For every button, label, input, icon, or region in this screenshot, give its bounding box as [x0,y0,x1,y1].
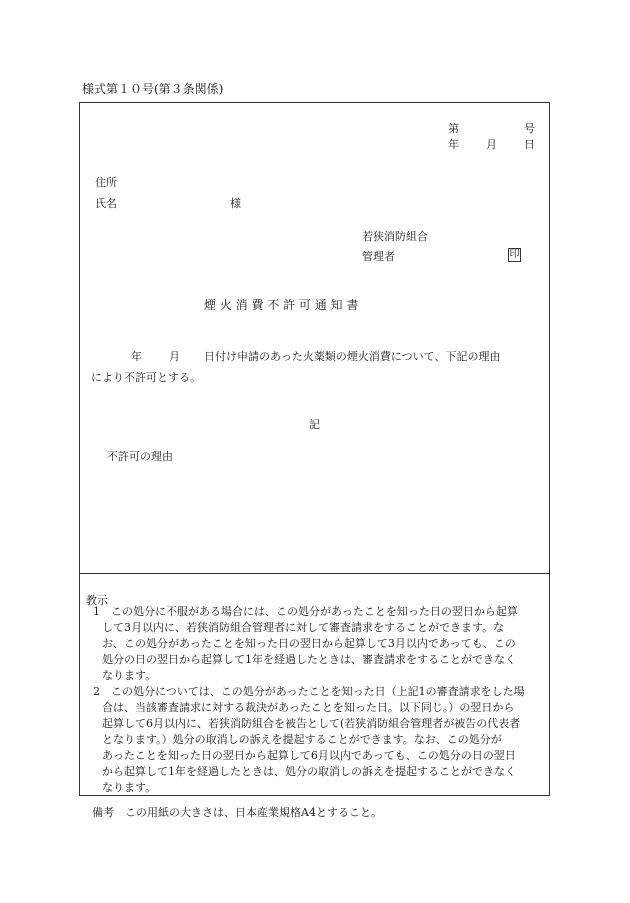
notice-line: となります。）処分の取消しの訴えを提起することができます。なお、この処分が [102,733,502,746]
notice-line: 2 この処分については、この処分があったことを知った日（上記1の審査請求をした場 [93,685,525,698]
issuer-organization: 若狭消防組合 [362,230,428,243]
name-label: 氏名 [95,197,117,210]
notice-line: 処分の日の翌日から起算して1年を経過したときは、審査請求をすることができなく [102,653,516,666]
main-form-box [79,102,550,574]
body-month: 月 [169,350,180,363]
body-year: 年 [131,350,142,363]
notice-line: なります。 [102,669,157,682]
issue-number-suffix: 号 [524,122,535,135]
seal-stamp-box: 印 [509,249,520,260]
notice-line: 合は、当該審査請求に対する裁決があったことを知った日。以下同じ。）の翌日から [102,701,515,714]
ki-marker: 記 [309,418,320,431]
issue-number-prefix: 第 [448,122,459,135]
notice-line: お、この処分があったことを知った日の翌日から起算して3月以内であっても、この [102,637,516,650]
issuer-manager-label: 管理者 [362,250,395,263]
issue-date-year: 年 [448,138,459,151]
document-title: 煙 火 消 費 不 許 可 通 知 書 [204,298,359,312]
body-line-2: により不許可とする。 [91,371,201,384]
reason-label: 不許可の理由 [107,450,173,463]
honorific: 様 [230,197,241,210]
notice-line: から起算して1年を経過したときは、処分の取消しの訴えを提起することができなく [102,765,516,778]
notice-line: なります。 [102,781,157,794]
notice-title: 教示 [86,594,108,607]
issue-date-month: 月 [486,138,497,151]
address-label: 住所 [95,176,117,189]
body-line-1: 日付け申請のあった火薬類の煙火消費について、下記の理由 [204,350,501,363]
issue-date-day: 日 [524,138,535,151]
notice-line: して3月以内に、若狭消防組合管理者に対して審査請求をすることができます。な [102,621,505,634]
notice-line: あったことを知った日の翌日から起算して6月以内であっても、この処分の日の翌日 [102,749,516,762]
notice-line: 1 この処分に不服がある場合には、この処分があったことを知った日の翌日から起算 [93,605,518,618]
remark-note: 備考 この用紙の大きさは、日本産業規格A4とすること。 [92,806,382,819]
notice-line: 起算して6月以内に、若狭消防組合を被告として(若狭消防組合管理者が被告の代表者 [102,717,521,730]
form-title: 様式第１０号(第３条関係) [82,82,224,96]
